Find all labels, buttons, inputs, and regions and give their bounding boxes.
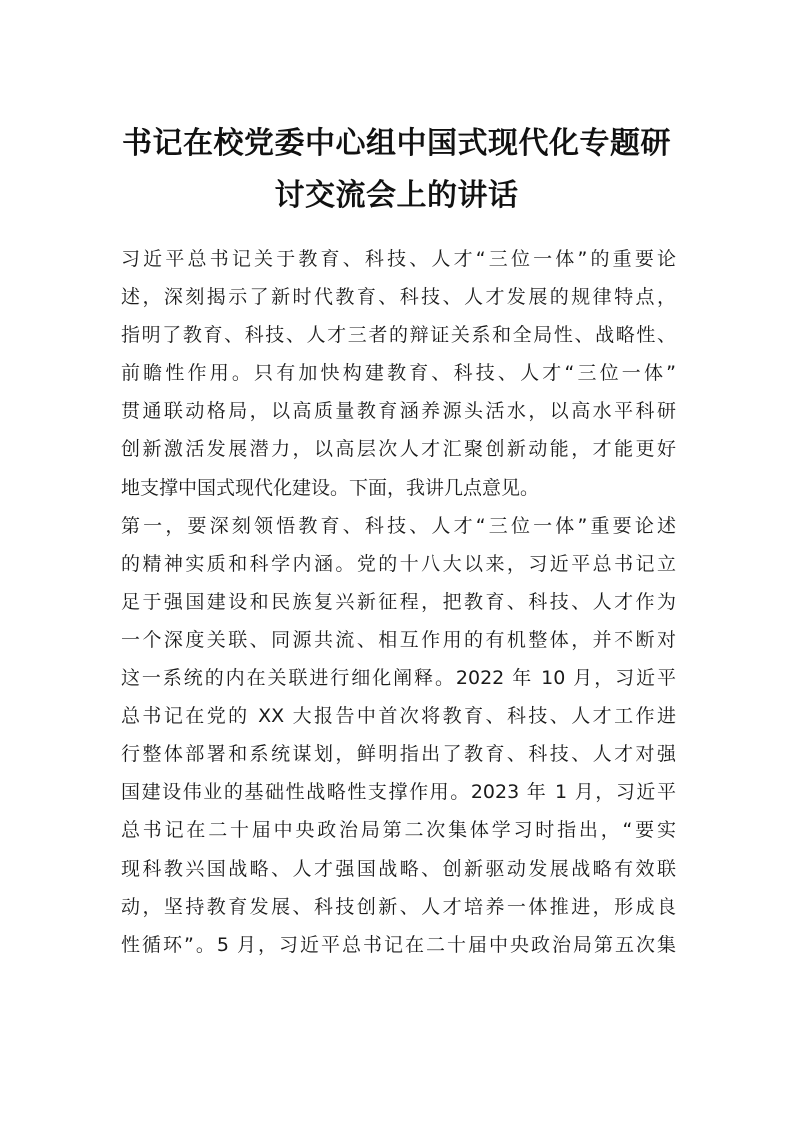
paragraph-line: 指明了教育、科技、人才三者的辩证关系和全局性、战略性、 bbox=[121, 324, 676, 347]
paragraph-line: 总书记在党的 XX 大报告中首次将教育、科技、人才工作进 bbox=[121, 705, 676, 728]
paragraph-line: 习近平总书记关于教育、科技、人才“三位一体”的重要论 bbox=[121, 248, 676, 270]
paragraph-line: 述，深刻揭示了新时代教育、科技、人才发展的规律特点， bbox=[121, 286, 676, 309]
paragraph-line: 地支撑中国式现代化建设。下面，我讲几点意见。 bbox=[121, 476, 540, 499]
paragraph-line: 足于强国建设和民族复兴新征程，把教育、科技、人才作为 bbox=[121, 590, 676, 613]
paragraph-intro bbox=[121, 240, 676, 507]
paragraph-line: 创新激活发展潜力，以高层次人才汇聚创新动能，才能更好 bbox=[121, 438, 676, 461]
paragraph-line: 这一系统的内在关联进行细化阐释。2022 年 10 月，习近平 bbox=[121, 667, 676, 690]
paragraph-first-point bbox=[121, 507, 676, 964]
paragraph-line: 一个深度关联、同源共流、相互作用的有机整体，并不断对 bbox=[121, 628, 676, 651]
paragraph-line: 动，坚持教育发展、科技创新、人才培养一体推进，形成良 bbox=[121, 895, 676, 918]
paragraph-line: 前瞻性作用。只有加快构建教育、科技、人才“三位一体” bbox=[121, 362, 676, 385]
paragraph-line: 第一，要深刻领悟教育、科技、人才“三位一体”重要论述 bbox=[121, 514, 676, 537]
paragraph-line: 国建设伟业的基础性战略性支撑作用。2023 年 1 月，习近平 bbox=[121, 781, 676, 804]
paragraph-line: 贯通联动格局，以高质量教育涵养源头活水，以高水平科研 bbox=[121, 400, 676, 423]
paragraph-line: 现科教兴国战略、人才强国战略、创新驱动发展战略有效联 bbox=[121, 857, 676, 880]
paragraph-line: 行整体部署和系统谋划，鲜明指出了教育、科技、人才对强 bbox=[121, 743, 676, 766]
paragraph-line: 性循环”。5 月，习近平总书记在二十届中央政治局第五次集 bbox=[121, 933, 676, 956]
paragraph-line: 总书记在二十届中央政治局第二次集体学习时指出，“要实 bbox=[121, 819, 676, 842]
document-body bbox=[121, 240, 676, 964]
paragraph-line: 的精神实质和科学内涵。党的十八大以来，习近平总书记立 bbox=[121, 552, 676, 575]
title-line-2: 讨交流会上的讲话 bbox=[274, 178, 519, 213]
document-title bbox=[90, 118, 703, 222]
title-line-1: 书记在校党委中心组中国式现代化专题研 bbox=[122, 126, 671, 161]
